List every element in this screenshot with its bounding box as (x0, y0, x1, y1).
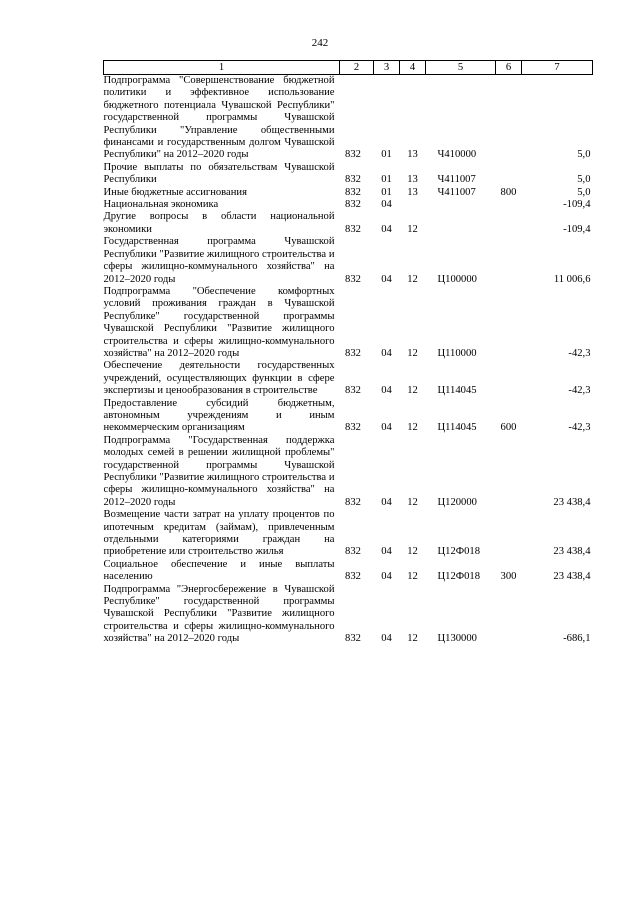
row-admin-code: 832 (345, 186, 361, 198)
row-section: 04 (381, 223, 392, 235)
row-amount: 5,0 (577, 149, 591, 161)
row-admin-code: 832 (345, 385, 361, 397)
row-amount: -109,4 (563, 199, 591, 211)
row-name: Подпрограмма "Государственная поддержка молодых семей в решении жилищной проблемы" государственной программы Чувашской Республики "Развитие жилищного строительства и сферы жилищно-коммунального хозяйства" на 2012–2020 годы (103, 434, 335, 508)
row-subsection: 12 (407, 385, 418, 397)
row-section: 04 (381, 347, 392, 359)
row-admin-code: 832 (345, 199, 361, 211)
column-header-7: 7 (522, 61, 593, 75)
page-number: 242 (311, 37, 329, 49)
row-amount: -109,4 (563, 223, 591, 235)
row-admin-code: 832 (345, 223, 361, 235)
row-name: Прочие выплаты по обязательствам Чувашской Республики (103, 161, 335, 186)
row-admin-code: 832 (345, 633, 361, 645)
row-section: 04 (381, 199, 392, 211)
row-amount: 23 438,4 (553, 496, 591, 508)
table-row (104, 75, 593, 162)
row-target-item: Ч410000 (437, 149, 477, 161)
row-name: Государственная программа Чувашской Республики "Развитие жилищного строительства и сферы жилищно-коммунального хозяйства" на 2012–2020 годы (103, 236, 335, 285)
row-target-item: Ц120000 (437, 496, 477, 508)
table-row (104, 584, 593, 646)
row-admin-code: 832 (345, 571, 361, 583)
table-row (104, 398, 593, 435)
column-header-1: 1 (104, 61, 340, 75)
row-target-item: Ч411007 (437, 174, 476, 186)
row-subsection (400, 199, 426, 211)
row-subsection: 13 (407, 149, 418, 161)
table-row (104, 199, 593, 211)
row-name: Национальная экономика (103, 199, 219, 211)
row-expense-type (496, 199, 522, 211)
row-target-item: Ц12Ф018 (437, 571, 481, 583)
table-row (104, 559, 593, 584)
row-section: 04 (381, 546, 392, 558)
row-expense-type (496, 286, 522, 360)
row-target-item: Ц114045 (437, 422, 477, 434)
column-header-2: 2 (340, 61, 374, 75)
table-row (104, 509, 593, 559)
row-amount: 23 438,4 (553, 571, 591, 583)
row-subsection: 12 (407, 422, 418, 434)
row-admin-code: 832 (345, 546, 361, 558)
row-section: 04 (381, 422, 392, 434)
row-target-item (426, 199, 496, 211)
row-subsection: 12 (407, 223, 418, 235)
row-subsection: 12 (407, 347, 418, 359)
row-expense-type: 600 (500, 422, 517, 434)
row-target-item: Ц100000 (437, 273, 477, 285)
row-admin-code: 832 (345, 273, 361, 285)
row-expense-type (496, 584, 522, 646)
column-header-6: 6 (496, 61, 522, 75)
table-row (104, 211, 593, 236)
row-name: Обеспечение деятельности государственных учреждений, осуществляющих функции в сфере экспертизы и ценообразования в строительстве (103, 360, 335, 397)
table-row (104, 162, 593, 187)
row-subsection: 12 (407, 571, 418, 583)
table-row (104, 187, 593, 199)
row-name: Другие вопросы в области национальной экономики (103, 211, 335, 235)
row-target-item: Ц114045 (437, 385, 477, 397)
row-name: Подпрограмма "Совершенствование бюджетной политики и эффективное использование бюджетного потенциала Чувашской Республики" государственной программы Чувашской Республики "Управление общественными финансами и государственным долгом Чувашской Республики" на 2012–2020 годы (103, 75, 335, 161)
row-expense-type (496, 236, 522, 286)
row-admin-code: 832 (345, 347, 361, 359)
row-subsection: 12 (407, 496, 418, 508)
row-subsection: 12 (407, 546, 418, 558)
row-target-item: Ч411007 (437, 186, 476, 198)
row-section: 01 (381, 174, 392, 186)
row-section: 04 (381, 571, 392, 583)
row-expense-type (496, 435, 522, 509)
table-row (104, 286, 593, 360)
row-admin-code: 832 (345, 422, 361, 434)
row-amount: -42,3 (568, 422, 591, 434)
table-row (104, 435, 593, 509)
table-row (104, 360, 593, 397)
row-admin-code: 832 (345, 174, 361, 186)
table-body (104, 75, 593, 646)
row-amount: 5,0 (577, 174, 591, 186)
column-header-5: 5 (426, 61, 496, 75)
row-admin-code: 832 (345, 149, 361, 161)
row-name: Подпрограмма "Обеспечение комфортных условий проживания граждан в Чувашской Республике" государственной программы Чувашской Республики "Развитие жилищного строительства и сферы жилищно-коммунального хозяйства" на 2012–2020 годы (103, 285, 335, 359)
row-name: Возмещение части затрат на уплату процентов по ипотечным кредитам (займам), привлеченным отдельными категориями граждан на приобретение или строительство жилья (103, 509, 335, 558)
row-amount: 11 006,6 (553, 273, 591, 285)
row-subsection: 13 (407, 174, 418, 186)
row-target-item: Ц130000 (437, 633, 477, 645)
row-name: Иные бюджетные ассигнования (103, 186, 247, 198)
table-row (104, 236, 593, 286)
row-section: 04 (381, 496, 392, 508)
row-amount: 5,0 (577, 186, 591, 198)
row-target-item: Ц110000 (437, 347, 477, 359)
row-expense-type (496, 75, 522, 162)
row-section: 04 (381, 273, 392, 285)
row-amount: -42,3 (568, 347, 591, 359)
column-header-3: 3 (374, 61, 400, 75)
row-subsection: 13 (407, 186, 418, 198)
row-name: Подпрограмма "Энергосбережение в Чувашской Республике" государственной программы Чувашской Республики "Развитие жилищного строительства и сферы жилищно-коммунального хозяйства" на 2012–2020 годы (103, 583, 335, 645)
column-header-4: 4 (400, 61, 426, 75)
row-expense-type (496, 211, 522, 236)
row-section: 04 (381, 385, 392, 397)
row-target-item: Ц12Ф018 (437, 546, 481, 558)
row-section: 01 (381, 149, 392, 161)
row-name: Предоставление субсидий бюджетным, автономным учреждениям и иным некоммерческим организациям (103, 397, 335, 434)
row-name: Социальное обеспечение и иные выплаты населению (103, 558, 335, 583)
row-section: 01 (381, 186, 392, 198)
table-header (104, 61, 593, 75)
header-row (104, 61, 593, 75)
row-expense-type (496, 162, 522, 187)
row-target-item (426, 211, 496, 236)
row-expense-type (496, 509, 522, 559)
row-subsection: 12 (407, 273, 418, 285)
row-section: 04 (381, 633, 392, 645)
budget-table (103, 60, 593, 646)
row-amount: 23 438,4 (553, 546, 591, 558)
row-admin-code: 832 (345, 496, 361, 508)
row-amount: -42,3 (568, 385, 591, 397)
row-subsection: 12 (407, 633, 418, 645)
row-expense-type (496, 360, 522, 397)
row-expense-type: 800 (500, 186, 517, 198)
row-amount: -686,1 (563, 633, 591, 645)
row-expense-type: 300 (500, 571, 517, 583)
